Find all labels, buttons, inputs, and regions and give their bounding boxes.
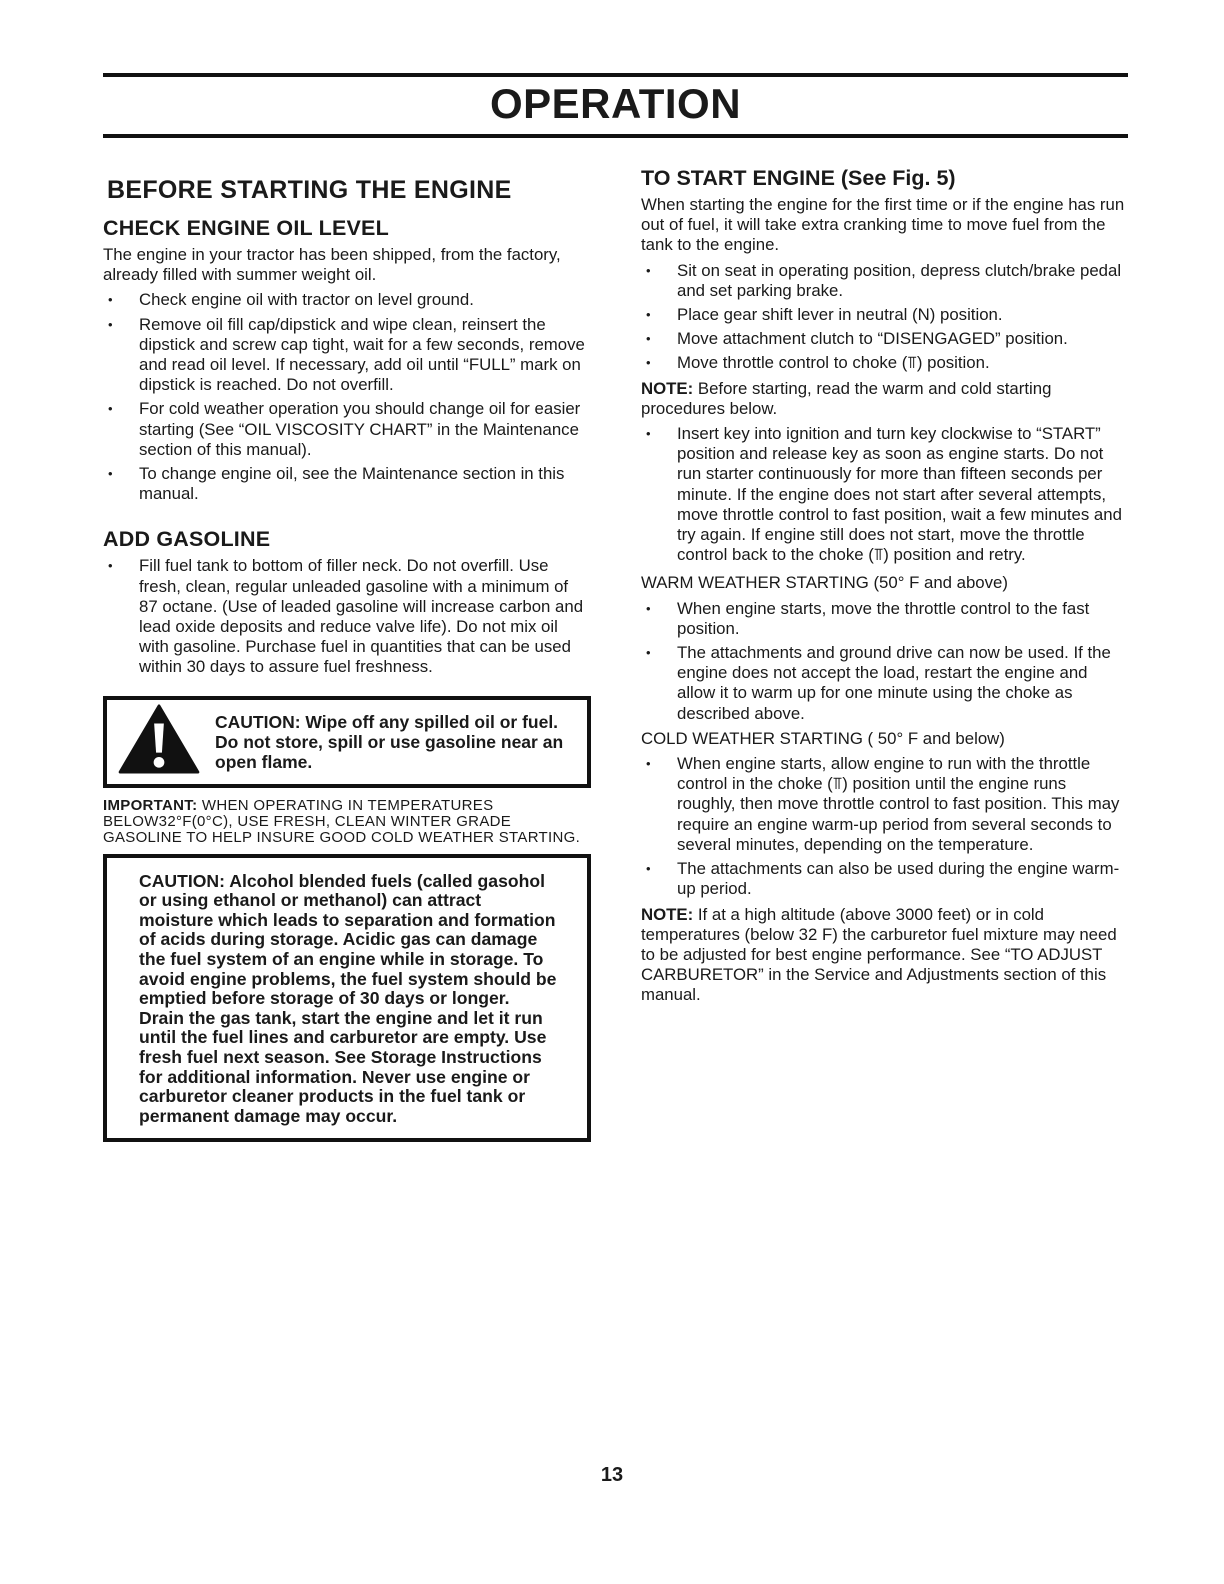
oil-list <box>103 290 591 504</box>
page-title: OPERATION <box>489 80 742 127</box>
list-item: • Move throttle control to choke (⫪) position. <box>641 353 1128 373</box>
important-note <box>103 798 591 846</box>
list-item: • When engine starts, allow engine to run with the throttle control in the choke (⫪) position until the engine runs roughly, then move throttle control to fast position. This may require an engine warm-up period from several seconds to several minutes, depending on the temperature. <box>641 754 1128 855</box>
left-column <box>103 165 591 1142</box>
list-item: • Sit on seat in operating position, depress clutch/brake pedal and set parking brake. <box>641 261 1128 301</box>
list-item: • Remove oil fill cap/dipstick and wipe clean, reinsert the dipstick and screw cap tight, wait for a few seconds, remove and read oil level. If necessary, add oil until “FULL” mark on dipstick is reached. Do not overfill. <box>103 315 591 396</box>
title-underline <box>103 134 1128 138</box>
gasoline-list <box>103 556 591 677</box>
list-item: • Check engine oil with tractor on level ground. <box>103 290 591 310</box>
cold-weather-list <box>641 754 1128 899</box>
note-label: NOTE: <box>641 378 694 398</box>
caution-box-spill <box>103 696 591 788</box>
top-rule <box>103 73 1128 77</box>
warm-weather-list <box>641 599 1128 724</box>
cold-weather-title: COLD WEATHER STARTING ( 50° F and below) <box>641 728 1005 748</box>
page-number: 13 <box>600 1464 624 1486</box>
note-text: If at a high altitude (above 3000 feet) or in cold temperatures (below 32 F) the carburetor fuel mixture may need to be adjusted for best engine performance. See “TO ADJUST CARBURETOR” in the Service and Adjustments section of this manual. <box>641 904 1117 1005</box>
list-item: • Insert key into ignition and turn key clockwise to “START” position and release key as soon as engine starts. Do not run starter continuously for more than fifteen seconds per minute. If the engine does not start after several attempts, move throttle control to fast position, wait a few minutes and try again. If engine still does not start, move the throttle control back to the choke (⫪) position and retry. <box>641 424 1128 565</box>
important-label: IMPORTANT: <box>103 796 198 814</box>
start-intro: When starting the engine for the first time or if the engine has run out of fuel, it will take extra cranking time to move fuel from the tank to the engine. <box>641 195 1125 255</box>
list-item: • The attachments can also be used during the engine warm-up period. <box>641 859 1128 899</box>
oil-intro: The engine in your tractor has been shipped, from the factory, already filled with summer weight oil. <box>103 245 561 285</box>
ignition-list <box>641 424 1128 565</box>
start-engine-heading: TO START ENGINE (See Fig. 5) <box>641 166 956 190</box>
oil-heading: CHECK ENGINE OIL LEVEL <box>103 216 389 240</box>
list-item: • Place gear shift lever in neutral (N) position. <box>641 305 1128 325</box>
note-altitude <box>641 905 1128 1006</box>
list-item: • When engine starts, move the throttle control to the fast position. <box>641 599 1128 639</box>
gasoline-heading: ADD GASOLINE <box>103 527 271 552</box>
start-list <box>641 261 1128 374</box>
list-item: • The attachments and ground drive can now be used. If the engine does not accept the load, restart the engine and allow it to warm up for one minute using the choke as described above. <box>641 643 1128 724</box>
note-text: Before starting, read the warm and cold starting procedures below. <box>641 378 1052 418</box>
list-item: • To change engine oil, see the Maintenance section in this manual. <box>103 464 591 504</box>
caution-text: CAUTION: Wipe off any spilled oil or fuel. Do not store, spill or use gasoline near an open flame. <box>215 711 564 772</box>
section-title: BEFORE STARTING THE ENGINE <box>107 176 512 204</box>
warm-weather-title: WARM WEATHER STARTING (50° F and above) <box>641 573 1008 593</box>
right-column <box>641 165 1128 1011</box>
note-label: NOTE: <box>641 904 694 924</box>
important-text: WHEN OPERATING IN TEMPERATURES BELOW32°F(0°C), USE FRESH, CLEAN WINTER GRADE GASOLINE TO HELP INSURE GOOD COLD WEATHER STARTING. <box>103 796 581 846</box>
note-before-starting <box>641 379 1128 419</box>
list-item: • Fill fuel tank to bottom of filler neck. Do not overfill. Use fresh, clean, regular unleaded gasoline with a minimum of 87 octane. (Use of leaded gasoline will increase carbon and lead oxide deposits and reduce valve life). Do not mix oil with gasoline. Purchase fuel in quantities that can be used within 30 days to assure fuel freshness. <box>103 556 591 677</box>
warning-triangle-icon <box>117 704 201 774</box>
caution-box-alcohol: CAUTION: Alcohol blended fuels (called gasohol or using ethanol or methanol) can attract moisture which leads to separation and formation of acids during storage. Acidic gas can damage the fuel system of an engine while in storage. To avoid engine problems, the fuel system should be emptied before storage of 30 days or longer. Drain the gas tank, start the engine and let it run until the fuel lines and carburetor are empty. Use fresh fuel next season. See Storage Instructions for additional information. Never use engine or carburetor cleaner products in the fuel tank or permanent damage may occur. <box>103 854 591 1143</box>
list-item: • For cold weather operation you should change oil for easier starting (See “OIL VISCOSITY CHART” in the Maintenance section of this manual). <box>103 399 591 460</box>
list-item: • Move attachment clutch to “DISENGAGED” position. <box>641 329 1128 349</box>
